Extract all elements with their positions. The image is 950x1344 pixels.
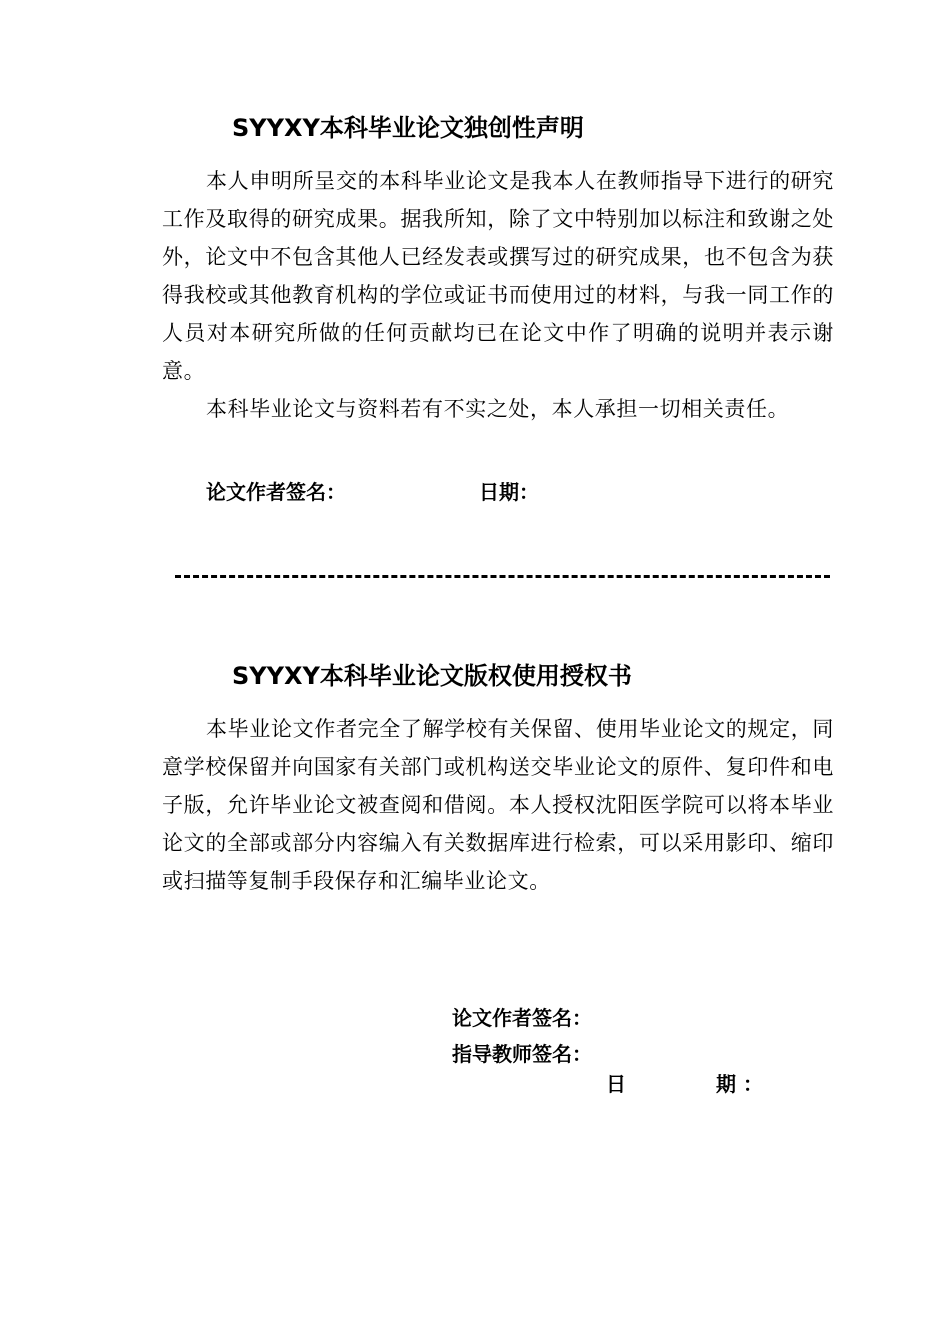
declaration-author-signature-label: 论文作者签名： <box>206 480 346 504</box>
authorization-author-signature-label: 论文作者签名： <box>452 1006 592 1030</box>
section-divider <box>175 575 830 578</box>
authorization-advisor-signature-label: 指导教师签名： <box>452 1042 592 1066</box>
date-char-qi: 期 ： <box>716 1072 763 1096</box>
declaration-title: SYYXY本科毕业论文独创性声明 <box>232 114 584 142</box>
declaration-date-label: 日期： <box>479 480 539 504</box>
authorization-title: SYYXY本科毕业论文版权使用授权书 <box>232 662 632 690</box>
declaration-paragraph-2: 本科毕业论文与资料若有不实之处，本人承担一切相关责任。 <box>206 397 790 421</box>
authorization-paragraph: 本毕业论文作者完全了解学校有关保留、使用毕业论文的规定，同意学校保留并向国家有关部门或机构送交毕业论文的原件、复印件和电子版，允许毕业论文被查阅和借阅。本人授权沈阳医学院可以将本毕业论文的全部或部分内容编入有关数据库进行检索，可以采用影印、缩印或扫描等复制手段保存和汇编毕业论文。 <box>162 717 834 893</box>
date-char-ri: 日 <box>606 1072 626 1096</box>
authorization-date-label <box>606 1068 763 1097</box>
declaration-paragraph-1: 本人申明所呈交的本科毕业论文是我本人在教师指导下进行的研究工作及取得的研究成果。据我所知，除了文中特别加以标注和致谢之处外，论文中不包含其他人已经发表或撰写过的研究成果，也不包含为获得我校或其他教育机构的学位或证书而使用过的材料，与我一同工作的人员对本研究所做的任何贡献均已在论文中作了明确的说明并表示谢意。 <box>162 169 834 383</box>
